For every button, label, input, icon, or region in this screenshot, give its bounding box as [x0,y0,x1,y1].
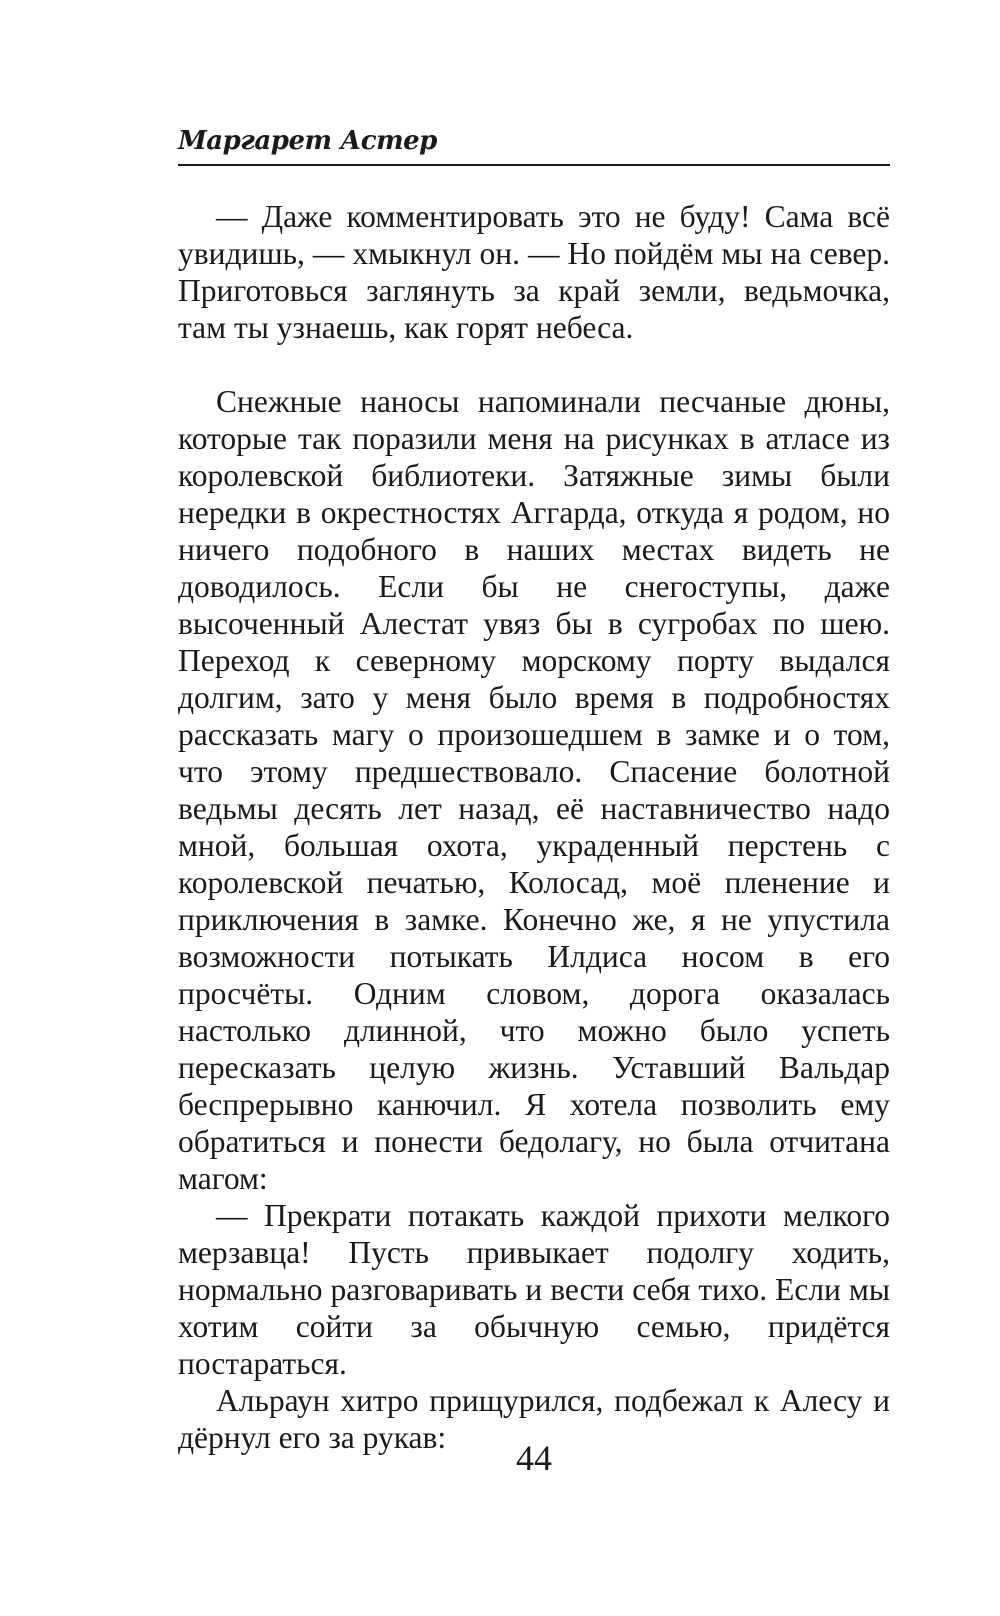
author-name: Маргарет Астер [178,126,437,156]
paragraph-narrative: Снежные наносы напоминали песчаные дюны, которые так поразили меня на рисунках в атласе из королевской библиотеки. Затяжные зимы были нередки в окрестностях Аггарда, откуда я родом, но ничего подобного в наших местах видеть не доводилось. Если бы не снегоступы, даже высоченный Алестат увяз бы в сугробах по шею. Переход к северному морскому порту выдался долгим, зато у меня было время в подробностях рассказать магу о произошедшем в замке и о том, что этому предшествовало. Спасение болотной ведьмы десять лет назад, её наставничество надо мной, большая охота, украденный перстень с королевской печатью, Колосад, моё пленение и приключения в замке. Конечно же, я не упустила возможности потыкать Илдиса носом в его просчёты. Одним словом, дорога оказалась настолько длинной, что можно было успеть пересказать целую жизнь. Уставший Вальдар беспрерывно канючил. Я хотела позволить ему обратиться и понести бедолагу, но была отчитана магом: [178,384,890,1196]
section-break [178,346,890,383]
paragraph-dialogue-1: — Даже комментировать это не буду! Сама всё увидишь, — хмыкнул он. — Но пойдём мы на север. Приготовься заглянуть за край земли, ведьмочка, там ты узнаешь, как горят небеса. [178,199,890,345]
page-number: 44 [516,1438,552,1478]
running-header [178,124,890,166]
book-page [178,0,890,1616]
paragraph-dialogue-2: — Прекрати потакать каждой прихоти мелкого мерзавца! Пусть привыкает подолгу ходить, нормально разговаривать и вести себя тихо. Если мы хотим сойти за обычную семью, придётся постараться. [178,1198,890,1381]
paragraph-closing: Альраун хитро прищурился, подбежал к Алесу и дёрнул его за рукав: [178,1383,890,1455]
body-text [178,198,890,1456]
